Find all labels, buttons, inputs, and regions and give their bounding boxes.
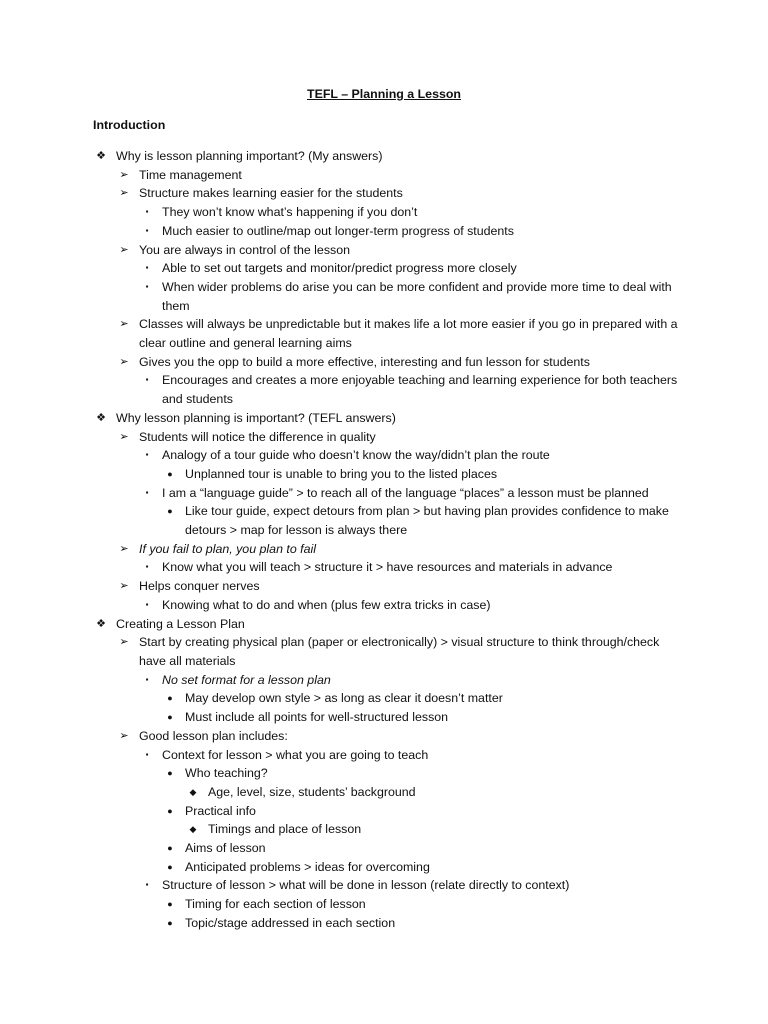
outline-item-text: Able to set out targets and monitor/predict progress more closely bbox=[162, 261, 517, 276]
small-diamond-bullet-icon: ◆ bbox=[189, 824, 197, 835]
outline-item-text: Unplanned tour is unable to bring you to the listed places bbox=[185, 466, 498, 481]
outline-item-text: Timings and place of lesson bbox=[208, 822, 362, 837]
circle-bullet-icon: ● bbox=[167, 468, 173, 479]
arrowhead-bullet-icon: ➢ bbox=[119, 542, 129, 555]
outline-item-level-4 bbox=[0, 858, 768, 877]
arrowhead-bullet-icon: ➢ bbox=[119, 187, 129, 200]
outline-item-level-2 bbox=[0, 241, 768, 260]
circle-bullet-icon: ● bbox=[167, 917, 173, 928]
outline-item-text: Topic/stage addressed in each section bbox=[185, 915, 396, 930]
outline-item-level-2 bbox=[0, 633, 768, 670]
outline-item-text: Much easier to outline/map out longer-term progress of students bbox=[162, 223, 514, 238]
document-title: TEFL – Planning a Lesson bbox=[307, 87, 461, 101]
square-bullet-icon: ▪ bbox=[145, 207, 149, 217]
outline-item-text: May develop own style > as long as clear it doesn’t matter bbox=[185, 691, 503, 706]
outline-item-text: Timing for each section of lesson bbox=[185, 897, 366, 912]
outline-item-text: They won’t know what’s happening if you don’t bbox=[162, 205, 418, 220]
outline-item-level-3 bbox=[0, 671, 768, 690]
outline-item-level-3 bbox=[0, 371, 768, 408]
square-bullet-icon: ▪ bbox=[145, 281, 149, 291]
outline-item-level-2 bbox=[0, 428, 768, 447]
outline-item-text: Context for lesson > what you are going to teach bbox=[162, 747, 429, 762]
square-bullet-icon: ▪ bbox=[145, 263, 149, 273]
square-bullet-icon: ▪ bbox=[145, 674, 149, 684]
square-bullet-icon: ▪ bbox=[145, 880, 149, 890]
outline-item-level-4 bbox=[0, 764, 768, 783]
circle-bullet-icon: ● bbox=[167, 693, 173, 704]
outline-item-text: Knowing what to do and when (plus few extra tricks in case) bbox=[162, 597, 491, 612]
outline-item-level-2 bbox=[0, 577, 768, 596]
outline-item-level-1 bbox=[0, 615, 768, 634]
outline-item-text: Aims of lesson bbox=[185, 841, 266, 856]
arrowhead-bullet-icon: ➢ bbox=[119, 729, 129, 742]
outline-item-text: Why is lesson planning important? (My answers) bbox=[116, 149, 383, 163]
outline-item-text: Who teaching? bbox=[185, 766, 268, 781]
arrowhead-bullet-icon: ➢ bbox=[119, 636, 129, 649]
outline-item-text: Anticipated problems > ideas for overcoming bbox=[185, 859, 430, 874]
outline-item-level-1 bbox=[0, 147, 768, 166]
square-bullet-icon: ▪ bbox=[145, 375, 149, 385]
outline-item-level-3 bbox=[0, 446, 768, 465]
outline-item-level-3 bbox=[0, 558, 768, 577]
circle-bullet-icon: ● bbox=[167, 768, 173, 779]
outline-item-level-3 bbox=[0, 876, 768, 895]
outline-item-text: Structure makes learning easier for the students bbox=[139, 186, 403, 201]
outline-item-text: If you fail to plan, you plan to fail bbox=[139, 541, 317, 556]
circle-bullet-icon: ● bbox=[167, 506, 173, 517]
outline-item-level-2 bbox=[0, 315, 768, 352]
diamond-bullet-icon: ❖ bbox=[96, 411, 106, 424]
outline-item-level-5 bbox=[0, 783, 768, 802]
outline-list bbox=[0, 147, 768, 933]
outline-item-text: Age, level, size, students’ background bbox=[208, 784, 416, 799]
diamond-bullet-icon: ❖ bbox=[96, 617, 106, 630]
outline-item-level-3 bbox=[0, 746, 768, 765]
outline-item-level-3 bbox=[0, 596, 768, 615]
outline-item-text: Analogy of a tour guide who doesn’t know the way/didn’t plan the route bbox=[162, 448, 550, 463]
outline-item-text: I am a “language guide” > to reach all of the language “places” a lesson must be planned bbox=[162, 485, 649, 500]
outline-item-level-4 bbox=[0, 689, 768, 708]
outline-item-level-2 bbox=[0, 184, 768, 203]
outline-item-text: Gives you the opp to build a more effective, interesting and fun lesson for students bbox=[139, 354, 590, 369]
outline-item-text: You are always in control of the lesson bbox=[139, 242, 350, 257]
outline-item-level-3 bbox=[0, 484, 768, 503]
outline-item-level-3 bbox=[0, 203, 768, 222]
section-heading: Introduction bbox=[93, 118, 166, 132]
outline-item-text: Good lesson plan includes: bbox=[139, 728, 288, 743]
outline-item-text: When wider problems do arise you can be more confident and provide more time to deal with them bbox=[162, 279, 672, 313]
arrowhead-bullet-icon: ➢ bbox=[119, 580, 129, 593]
circle-bullet-icon: ● bbox=[167, 805, 173, 816]
outline-item-level-4 bbox=[0, 708, 768, 727]
square-bullet-icon: ▪ bbox=[145, 562, 149, 572]
square-bullet-icon: ▪ bbox=[145, 487, 149, 497]
outline-item-text: Start by creating physical plan (paper or electronically) > visual structure to think through/check have all materials bbox=[139, 635, 660, 668]
outline-item-level-4 bbox=[0, 839, 768, 858]
arrowhead-bullet-icon: ➢ bbox=[119, 318, 129, 331]
circle-bullet-icon: ● bbox=[167, 843, 173, 854]
outline-item-text: Must include all points for well-structured lesson bbox=[185, 710, 449, 725]
outline-item-level-3 bbox=[0, 278, 768, 315]
outline-item-text: Time management bbox=[139, 167, 242, 182]
outline-item-text: Classes will always be unpredictable but it makes life a lot more easier if you go in prepared with a clear outline and general learning aims bbox=[139, 317, 678, 351]
outline-item-level-3 bbox=[0, 222, 768, 241]
square-bullet-icon: ▪ bbox=[145, 450, 149, 460]
outline-item-level-2 bbox=[0, 166, 768, 185]
outline-item-level-4 bbox=[0, 914, 768, 933]
outline-item-text: Structure of lesson > what will be done in lesson (relate directly to context) bbox=[162, 878, 570, 893]
outline-item-level-1 bbox=[0, 409, 768, 428]
circle-bullet-icon: ● bbox=[167, 712, 173, 723]
outline-item-level-3 bbox=[0, 259, 768, 278]
outline-item-level-5 bbox=[0, 820, 768, 839]
outline-item-text: Encourages and creates a more enjoyable teaching and learning experience for both teachers and students bbox=[162, 373, 678, 407]
circle-bullet-icon: ● bbox=[167, 861, 173, 872]
outline-item-level-2 bbox=[0, 353, 768, 372]
outline-item-text: Helps conquer nerves bbox=[139, 579, 260, 594]
outline-item-text: Creating a Lesson Plan bbox=[116, 616, 245, 631]
square-bullet-icon: ▪ bbox=[145, 749, 149, 759]
circle-bullet-icon: ● bbox=[167, 899, 173, 910]
outline-item-level-2 bbox=[0, 540, 768, 559]
outline-item-level-4 bbox=[0, 802, 768, 821]
small-diamond-bullet-icon: ◆ bbox=[189, 786, 197, 797]
outline-item-level-4 bbox=[0, 465, 768, 484]
square-bullet-icon: ▪ bbox=[145, 225, 149, 235]
outline-item-level-4 bbox=[0, 502, 768, 539]
outline-item-text: Students will notice the difference in quality bbox=[139, 429, 376, 444]
outline-item-text: Practical info bbox=[185, 803, 256, 818]
square-bullet-icon: ▪ bbox=[145, 599, 149, 609]
outline-item-text: Why lesson planning is important? (TEFL answers) bbox=[116, 410, 396, 425]
outline-item-level-4 bbox=[0, 895, 768, 914]
outline-item-text: No set format for a lesson plan bbox=[162, 672, 331, 687]
outline-item-level-2 bbox=[0, 727, 768, 746]
outline-item-text: Know what you will teach > structure it > have resources and materials in advance bbox=[162, 560, 613, 575]
arrowhead-bullet-icon: ➢ bbox=[119, 430, 129, 443]
diamond-bullet-icon: ❖ bbox=[96, 150, 106, 162]
arrowhead-bullet-icon: ➢ bbox=[119, 243, 129, 256]
outline-item-text: Like tour guide, expect detours from plan > but having plan provides confidence to make detours > map for lesson is always there bbox=[185, 504, 669, 538]
arrowhead-bullet-icon: ➢ bbox=[119, 168, 129, 181]
arrowhead-bullet-icon: ➢ bbox=[119, 355, 129, 368]
